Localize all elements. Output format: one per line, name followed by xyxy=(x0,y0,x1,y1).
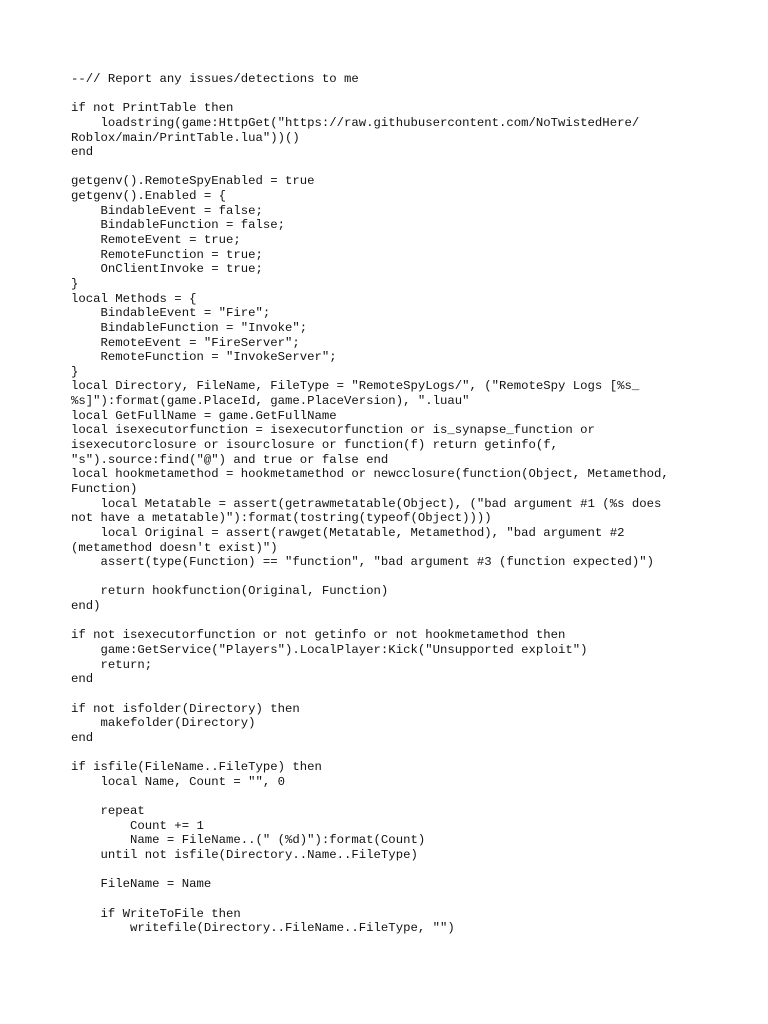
code-block xyxy=(71,72,701,936)
code-line: BindableEvent = false; xyxy=(71,203,263,218)
code-line xyxy=(71,87,701,102)
code-line: game:GetService("Players").LocalPlayer:Kick("Unsupported exploit") xyxy=(71,642,588,657)
code-line: (metamethod doesn't exist)") xyxy=(71,540,278,555)
code-line: end) xyxy=(71,599,101,614)
code-line: makefolder(Directory) xyxy=(71,716,256,731)
code-line: if WriteToFile then xyxy=(71,906,241,921)
code-line xyxy=(71,892,701,907)
code-line: until not isfile(Directory..Name..FileType) xyxy=(71,847,418,862)
code-line: BindableEvent = "Fire"; xyxy=(71,306,271,321)
code-line: return hookfunction(Original, Function) xyxy=(71,584,389,599)
code-line: loadstring(game:HttpGet("https://raw.githubusercontent.com/NoTwistedHere/ xyxy=(71,115,640,130)
code-line: assert(type(Function) == "function", "bad argument #3 (function expected)") xyxy=(71,555,654,570)
code-line: local Directory, FileName, FileType = "RemoteSpyLogs/", ("RemoteSpy Logs [%s_ xyxy=(71,379,640,394)
code-line: local Original = assert(rawget(Metatable, Metamethod), "bad argument #2 xyxy=(71,525,625,540)
code-line: local isexecutorfunction = isexecutorfunction or is_synapse_function or xyxy=(71,423,595,438)
code-line: if not PrintTable then xyxy=(71,101,234,116)
code-line: writefile(Directory..FileName..FileType, "") xyxy=(71,921,455,936)
code-line: OnClientInvoke = true; xyxy=(71,262,263,277)
code-line: RemoteEvent = true; xyxy=(71,233,241,248)
code-line: %s]"):format(game.PlaceId, game.PlaceVersion), ".luau" xyxy=(71,394,470,409)
code-line: RemoteFunction = "InvokeServer"; xyxy=(71,350,337,365)
code-line: return; xyxy=(71,657,153,672)
code-line: FileName = Name xyxy=(71,877,212,892)
code-line xyxy=(71,687,701,702)
code-line: end xyxy=(71,730,94,745)
code-line xyxy=(71,570,701,585)
code-line: BindableFunction = false; xyxy=(71,218,286,233)
code-line: } xyxy=(71,364,79,379)
code-line: } xyxy=(71,276,79,291)
code-line xyxy=(71,789,701,804)
code-line: --// Report any issues/detections to me xyxy=(71,72,359,86)
code-line: Name = FileName..(" (%d)"):format(Count) xyxy=(71,833,426,848)
code-line: getgenv().RemoteSpyEnabled = true xyxy=(71,174,315,189)
code-line: Function) xyxy=(71,481,138,496)
code-line: not have a metatable)"):format(tostring(typeof(Object)))) xyxy=(71,511,492,526)
code-line: RemoteFunction = true; xyxy=(71,247,263,262)
code-line: local Name, Count = "", 0 xyxy=(71,774,286,789)
code-line: local Methods = { xyxy=(71,291,197,306)
code-line: getgenv().Enabled = { xyxy=(71,189,226,204)
code-line: BindableFunction = "Invoke"; xyxy=(71,320,308,335)
code-line: RemoteEvent = "FireServer"; xyxy=(71,335,300,350)
code-line xyxy=(71,745,701,760)
code-line: isexecutorclosure or isourclosure or function(f) return getinfo(f, xyxy=(71,438,559,453)
code-line: "s").source:find("@") and true or false end xyxy=(71,452,389,467)
code-line: local hookmetamethod = hookmetamethod or newcclosure(function(Object, Metamethod, xyxy=(71,467,669,482)
code-line: local GetFullName = game.GetFullName xyxy=(71,408,337,423)
code-line xyxy=(71,160,701,175)
code-line: Roblox/main/PrintTable.lua"))() xyxy=(71,130,300,145)
code-line: if isfile(FileName..FileType) then xyxy=(71,760,322,775)
code-line: local Metatable = assert(getrawmetatable(Object), ("bad argument #1 (%s does xyxy=(71,496,662,511)
code-line: if not isfolder(Directory) then xyxy=(71,701,300,716)
code-line: Count += 1 xyxy=(71,818,204,833)
code-line xyxy=(71,614,701,629)
code-line: end xyxy=(71,145,94,160)
code-line: if not isexecutorfunction or not getinfo or not hookmetamethod then xyxy=(71,628,566,643)
code-line xyxy=(71,863,701,878)
code-line: end xyxy=(71,672,94,687)
code-line: repeat xyxy=(71,804,145,819)
